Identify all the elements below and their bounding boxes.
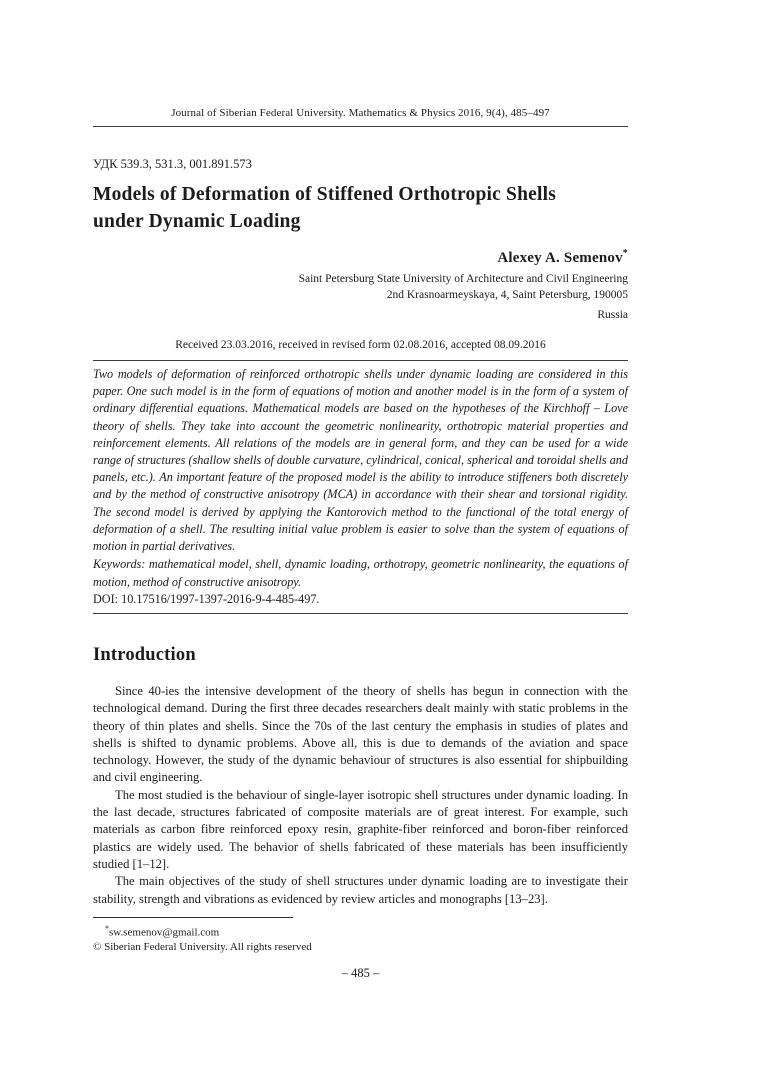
- journal-running-head: Journal of Siberian Federal University. Mathematics & Physics 2016, 9(4), 485–497: [93, 107, 628, 127]
- introduction-body: [93, 683, 628, 908]
- footnote-rule: [93, 917, 293, 918]
- introduction-paragraph-1: Since 40-ies the intensive development of the theory of shells has begun in connection with the technological demand. During the first three decades researchers dealt mainly with static problems in the theory of thin plates and shells. Since the 70s of the last century the emphasis in studies of plates and shells is shifted to dynamic problems. Above all, this is due to demands of the aviation and space technology. However, the study of the dynamic behaviour of structures is also essential for shipbuilding and civil engineering.: [93, 684, 628, 785]
- doi-text: DOI: 10.17516/1997-1397-2016-9-4-485-497.: [93, 592, 628, 614]
- footnote-block: [93, 917, 628, 954]
- article-title-line2: under Dynamic Loading: [93, 211, 301, 232]
- introduction-paragraph-2: The most studied is the behaviour of single-layer isotropic shell structures under dynamic loading. In the last decade, structures fabricated of composite materials are of great interest. For example, such materials as carbon fibre reinforced epoxy resin, graphite-fiber reinforced and boron-fiber reinforced plastics are widely used. The behavior of shells fabricated of these materials has been insufficiently studied [1–12].: [93, 787, 628, 871]
- received-dates: Received 23.03.2016, received in revised form 02.08.2016, accepted 08.09.2016: [93, 339, 628, 361]
- article-page: [93, 0, 628, 1080]
- article-title-line1: Models of Deformation of Stiffened Orthotropic Shells: [93, 184, 557, 205]
- affiliation-address: 2nd Krasnoarmeyskaya, 4, Saint Petersburg, 190005: [386, 289, 628, 301]
- author-footnote-marker: *: [622, 248, 628, 259]
- affiliation-country: Russia: [597, 309, 628, 321]
- udk-classification: УДК 539.3, 531.3, 001.891.573: [93, 157, 252, 171]
- footnote-email: [93, 922, 628, 940]
- keywords-text: Keywords: mathematical model, shell, dynamic loading, orthotropy, geometric nonlinearity, the equations of motion, method of constructive anisotropy.: [93, 557, 628, 589]
- article-title: [93, 181, 628, 235]
- abstract-text: Two models of deformation of reinforced orthotropic shells under dynamic loading are considered in this paper. One such model is in the form of equations of motion and another model is in the form of a system of ordinary differential equations. Mathematical models are based on the hypotheses of the Kirchhoff – Love theory of shells. They take into account the geometric nonlinearity, orthotropic material properties and reinforcement elements. All relations of the models are in general form, and they can be used for a wide range of structures (shallow shells of double curvature, cylindrical, conical, spherical and toroidal shells and panels, etc.). An important feature of the proposed model is the ability to introduce stiffeners both discretely and by the method of constructive anisotropy (MCA) in accordance with their shear and torsional rigidity. The second model is derived by applying the Kantorovich method to the functional of the total energy of deformation of a shell. The resulting initial value problem is easier to solve than the system of equations of motion in partial derivatives.: [93, 367, 628, 554]
- footnote-email-marker: *: [105, 924, 109, 933]
- page-number: – 485 –: [341, 966, 380, 980]
- introduction-paragraph-3: The main objectives of the study of shell structures under dynamic loading are to investigate their stability, strength and vibrations as evidenced by review articles and monographs [13–23].: [93, 874, 628, 906]
- footnote-copyright: © Siberian Federal University. All rights reserved: [93, 940, 312, 953]
- author-block: [93, 248, 628, 323]
- footnote-email-text: sw.semenov@gmail.com: [109, 926, 220, 939]
- affiliation-institution: Saint Petersburg State University of Architecture and Civil Engineering: [298, 273, 628, 285]
- section-heading-introduction: Introduction: [93, 645, 196, 665]
- author-name: [93, 248, 628, 267]
- author-name-text: Alexey A. Semenov: [497, 250, 623, 266]
